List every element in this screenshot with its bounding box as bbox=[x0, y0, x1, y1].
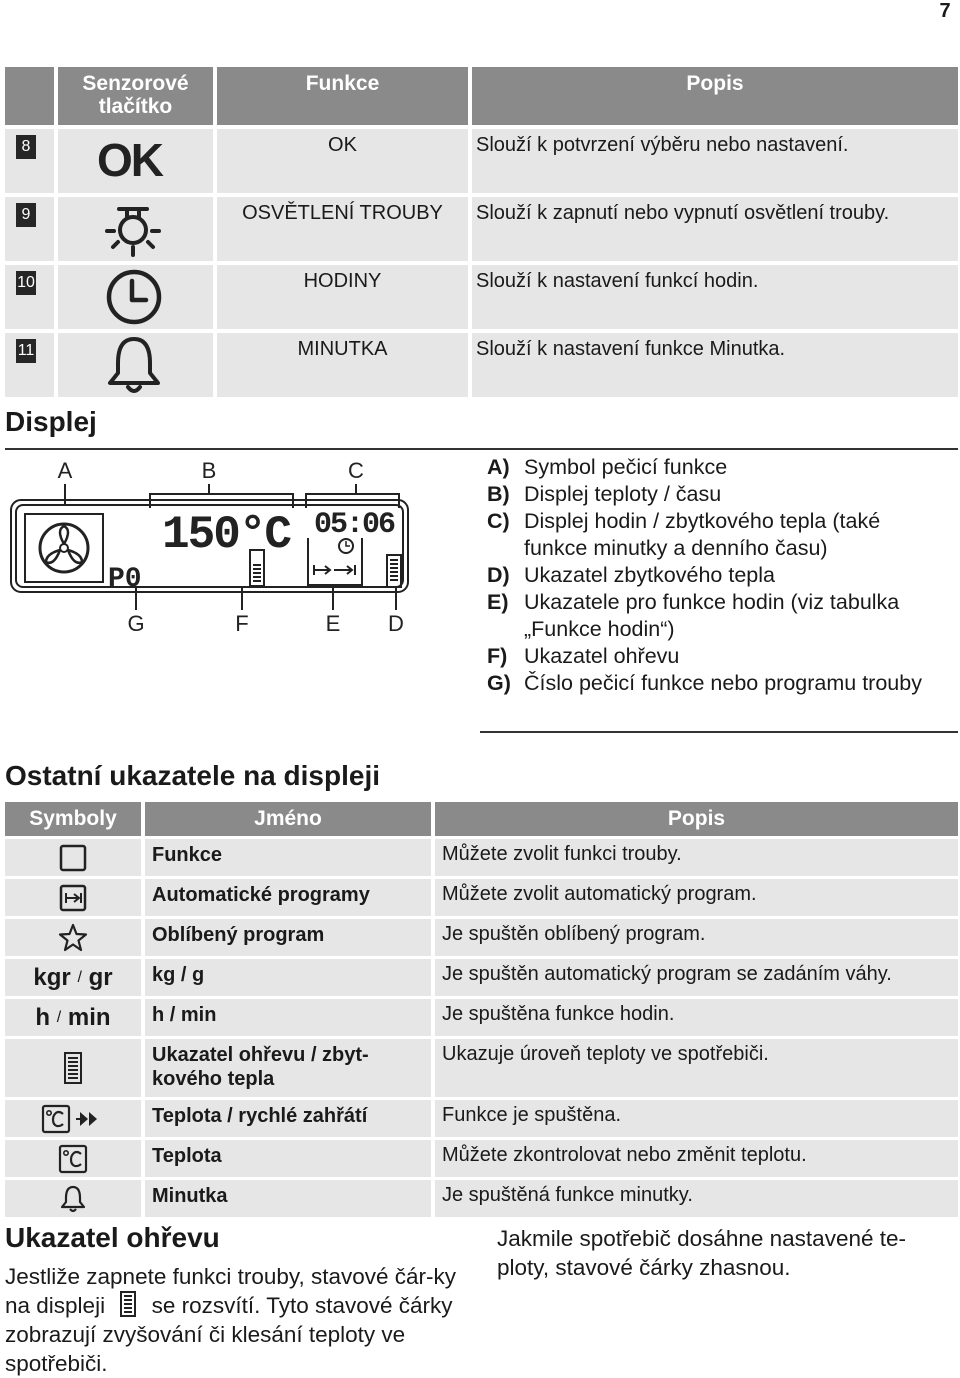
row-number: 8 bbox=[16, 135, 36, 159]
function-description: Slouží k nastavení funkcí hodin. bbox=[476, 270, 759, 292]
square-icon bbox=[59, 844, 87, 872]
legend-item: G) Číslo pečicí funkce nebo programu trouby bbox=[487, 671, 922, 695]
header-symbols: Symboly bbox=[5, 802, 141, 836]
function-description: Slouží k zapnutí nebo vypnutí osvětlení trouby. bbox=[476, 202, 890, 224]
header-description: Popis bbox=[435, 802, 958, 836]
indicator-description: Je spuštěná funkce minutky. bbox=[442, 1184, 693, 1206]
indicator-description: Můžete zvolit automatický program. bbox=[442, 883, 757, 905]
bell-icon bbox=[106, 335, 162, 395]
table-row bbox=[5, 879, 958, 916]
table-header-row bbox=[5, 802, 958, 836]
table-row bbox=[5, 999, 958, 1036]
auto-program-icon bbox=[59, 884, 87, 912]
lamp-icon bbox=[103, 203, 163, 259]
clock-icon bbox=[104, 267, 164, 327]
header-function: Funkce bbox=[217, 67, 468, 125]
program-readout: P0 bbox=[108, 564, 142, 595]
indicator-name: kg / g bbox=[152, 964, 205, 986]
temp-readout: 150°C bbox=[162, 509, 291, 561]
header-num bbox=[5, 67, 54, 125]
row-number: 11 bbox=[16, 339, 36, 363]
page-number: 7 bbox=[939, 0, 951, 22]
indicator-name: Ukazatel ohřevu / zbyt-kového tepla bbox=[152, 1044, 369, 1090]
table-row bbox=[5, 1100, 958, 1137]
time-readout: 05:06 bbox=[314, 508, 395, 542]
indicator-description: Můžete zvolit funkci trouby. bbox=[442, 843, 682, 865]
indicator-name: Teplota bbox=[152, 1145, 222, 1167]
legend-item: A) Symbol pečicí funkce bbox=[487, 455, 728, 479]
function-name: HODINY bbox=[303, 270, 382, 292]
divider bbox=[480, 731, 958, 733]
heat-indicator-title: Ukazatel ohřevu bbox=[5, 1222, 220, 1253]
heat-bar-icon bbox=[63, 1052, 83, 1084]
table-row bbox=[5, 1039, 958, 1097]
indicator-name: Funkce bbox=[152, 844, 223, 866]
indicator-description: Můžete zkontrolovat nebo změnit teplotu. bbox=[442, 1144, 807, 1166]
indicator-name: Automatické programy bbox=[152, 884, 370, 906]
display-diagram bbox=[0, 450, 470, 650]
temperature-icon bbox=[58, 1144, 88, 1174]
function-name: OSVĚTLENÍ TROUBY bbox=[242, 202, 443, 224]
temp-fastheat-icon bbox=[40, 1104, 106, 1134]
table-row bbox=[5, 265, 958, 329]
bell-icon bbox=[60, 1185, 86, 1213]
label-b: B bbox=[201, 458, 217, 483]
function-name: OK bbox=[328, 134, 357, 156]
table-row bbox=[5, 959, 958, 996]
table-row bbox=[5, 1140, 958, 1177]
indicator-description: Je spuštěn automatický program se zadáním váhy. bbox=[442, 963, 892, 985]
row-number: 10 bbox=[16, 271, 36, 295]
header-button: Senzorové tlačítko bbox=[58, 67, 213, 125]
legend-item: B) Displej teploty / času bbox=[487, 482, 722, 506]
indicator-name: Minutka bbox=[152, 1185, 228, 1207]
ok-icon: OK bbox=[97, 134, 162, 186]
table-row bbox=[5, 919, 958, 956]
indicator-description: Ukazuje úroveň teploty ve spotřebiči. bbox=[442, 1043, 769, 1065]
function-description: Slouží k potvrzení výběru nebo nastavení. bbox=[476, 134, 849, 156]
indicator-description: Je spuštěn oblíbený program. bbox=[442, 923, 706, 945]
legend-item: F) Ukazatel ohřevu bbox=[487, 644, 680, 668]
table-row bbox=[5, 839, 958, 876]
table-row bbox=[5, 1180, 958, 1217]
legend-item: E) Ukazatele pro funkce hodin (viz tabulka „Funkce hodin“) bbox=[487, 590, 900, 641]
label-e: E bbox=[325, 611, 341, 636]
display-legend bbox=[487, 454, 947, 697]
header-description: Popis bbox=[472, 67, 958, 125]
label-f: F bbox=[235, 611, 249, 636]
heat-indicator-note: Jakmile spotřebič dosáhne nastavené te-ploty, stavové čárky zhasnou. bbox=[497, 1226, 906, 1280]
function-name: MINUTKA bbox=[297, 338, 388, 360]
label-c: C bbox=[348, 458, 364, 483]
indicator-name: Teplota / rychlé zahřátí bbox=[152, 1105, 368, 1127]
legend-item: D) Ukazatel zbytkového tepla bbox=[487, 563, 775, 587]
indicator-name: h / min bbox=[152, 1004, 217, 1026]
indicators-section-title: Ostatní ukazatele na displeji bbox=[5, 760, 381, 791]
heat-indicator-paragraph: Jestliže zapnete funkci trouby, stavové čár-ky na displeji se rozsvítí. Tyto stavové čárky zobrazují zvyšování či klesání teploty ve spotřebiči. bbox=[5, 1264, 457, 1376]
table-row bbox=[5, 197, 958, 261]
function-description: Slouží k nastavení funkce Minutka. bbox=[476, 338, 786, 360]
star-icon bbox=[58, 923, 88, 953]
heat-bar-icon bbox=[119, 1291, 137, 1317]
header-name: Jméno bbox=[145, 802, 431, 836]
table-row bbox=[5, 333, 958, 397]
weight-symbol: kgr / gr bbox=[33, 963, 113, 991]
display-section-title: Displej bbox=[5, 406, 97, 437]
indicator-description: Funkce je spuštěna. bbox=[442, 1104, 621, 1126]
label-d: D bbox=[388, 611, 404, 636]
indicator-description: Je spuštěna funkce hodin. bbox=[442, 1003, 675, 1025]
row-number: 9 bbox=[16, 203, 36, 227]
table-header-row bbox=[5, 67, 958, 125]
legend-item: C) Displej hodin / zbytkového tepla (také funkce minutky a denního času) bbox=[487, 509, 881, 560]
table-row bbox=[5, 129, 958, 193]
label-a: A bbox=[57, 458, 73, 483]
time-unit-symbol: h / min bbox=[35, 1003, 111, 1031]
label-g: G bbox=[127, 611, 145, 636]
indicator-name: Oblíbený program bbox=[152, 924, 325, 946]
